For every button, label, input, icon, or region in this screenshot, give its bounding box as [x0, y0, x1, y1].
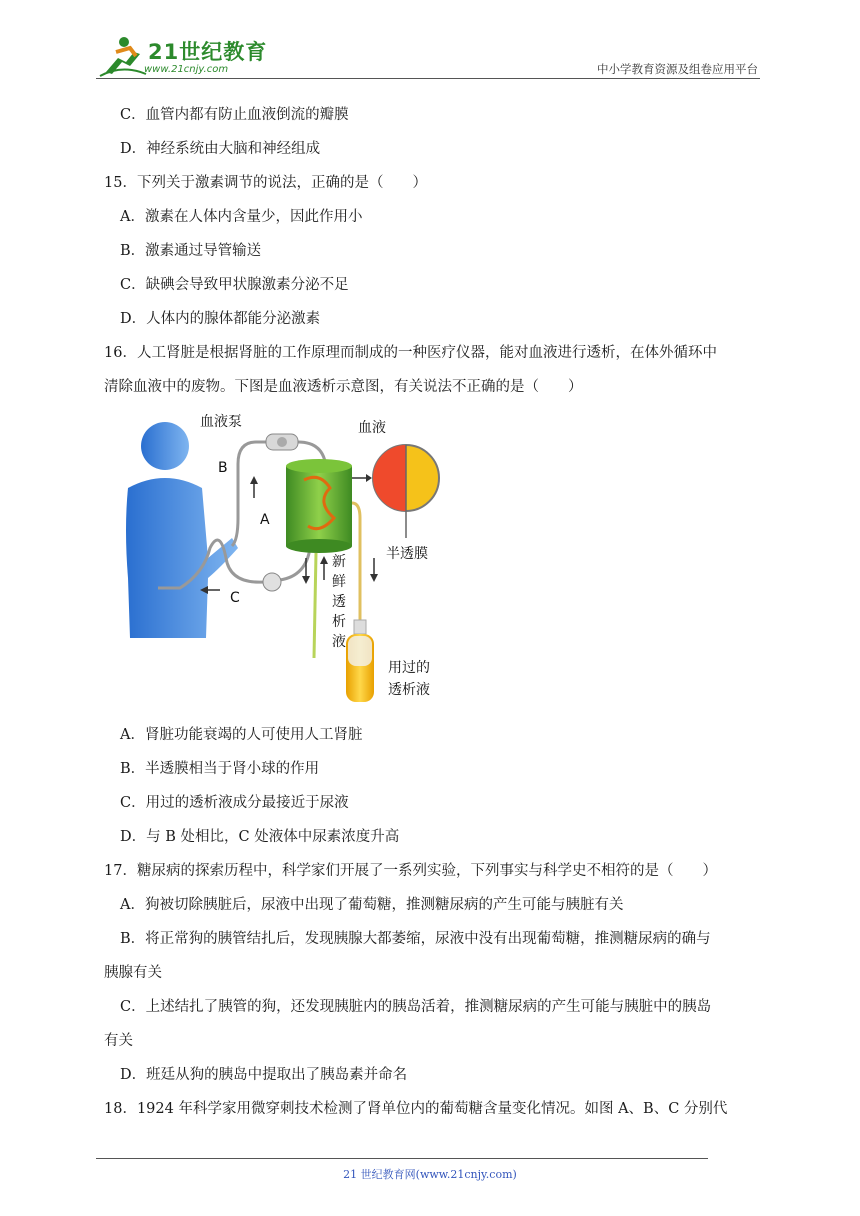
- q16-option-c: C．用过的透析液成分最接近于尿液: [120, 795, 349, 811]
- q15-stem: 15．下列关于激素调节的说法，正确的是（ ）: [104, 175, 427, 191]
- q17-option-a: A．狗被切除胰脏后，尿液中出现了葡萄糖，推测糖尿病的产生可能与胰脏有关: [120, 897, 624, 913]
- blood-membrane-circle-icon: [373, 445, 439, 538]
- blood-label: 血液: [358, 420, 386, 436]
- logo-text: 21世纪教育: [148, 40, 268, 64]
- header-divider: [96, 78, 760, 79]
- used-dialysate-tube: [352, 503, 360, 623]
- footer-text: 21 世纪教育网(www.21cnjy.com): [343, 1168, 517, 1181]
- dialyzer-cylinder-icon: [286, 459, 352, 553]
- fresh-label-3: 透: [332, 594, 346, 610]
- ball-valve-icon: [263, 573, 281, 591]
- q15-option-b: B．激素通过导管输送: [120, 243, 262, 259]
- q15-option-a: A．激素在人体内含量少，因此作用小: [120, 209, 363, 225]
- runner-logo-icon: [96, 34, 148, 78]
- q14-option-d: D．神经系统由大脑和神经组成: [120, 141, 321, 157]
- pump-label: 血液泵: [200, 414, 242, 430]
- fresh-dialysate-tube: [314, 553, 316, 658]
- q17-stem: 17．糖尿病的探索历程中，科学家们开展了一系列实验，下列事实与科学史不相符的是（ ）: [104, 863, 717, 879]
- fresh-label-1: 新: [332, 554, 346, 570]
- q17-option-c-line1: C．上述结扎了胰管的狗，还发现胰脏内的胰岛活着，推测糖尿病的产生可能与胰脏中的胰岛: [120, 999, 712, 1015]
- fresh-label-4: 析: [332, 614, 346, 630]
- used-dialysate-bottle-icon: [346, 620, 374, 702]
- fresh-label-5: 液: [332, 634, 346, 650]
- pump-icon: [266, 434, 298, 450]
- q16-stem-line1: 16．人工肾脏是根据肾脏的工作原理而制成的一种医疗仪器，能对血液进行透析，在体外循环中: [104, 345, 717, 361]
- dialysis-diagram: [120, 408, 450, 708]
- q16-option-b: B．半透膜相当于肾小球的作用: [120, 761, 320, 777]
- q16-option-d: D．与 B 处相比，C 处液体中尿素浓度升高: [120, 829, 400, 845]
- q15-option-c: C．缺碘会导致甲状腺激素分泌不足: [120, 277, 349, 293]
- page-header: [96, 28, 760, 80]
- logo-url: www.21cnjy.com: [144, 64, 229, 75]
- label-a: A: [260, 512, 270, 528]
- logo: [96, 34, 266, 78]
- q17-option-d: D．班廷从狗的胰岛中提取出了胰岛素并命名: [120, 1067, 408, 1083]
- human-figure-icon: [126, 422, 238, 638]
- platform-name: 中小学教育资源及组卷应用平台: [597, 62, 758, 76]
- tube-b: [232, 442, 270, 546]
- q17-option-b-line2: 胰腺有关: [104, 965, 162, 981]
- fresh-label-2: 鲜: [332, 574, 346, 590]
- q18-stem: 18．1924 年科学家用微穿刺技术检测了肾单位内的葡萄糖含量变化情况。如图 A、B、C 分别代: [104, 1101, 728, 1117]
- used-label-2: 透析液: [388, 682, 430, 698]
- q16-stem-line2: 清除血液中的废物。下图是血液透析示意图，有关说法不正确的是（ ）: [104, 379, 583, 395]
- q16-option-a: A．肾脏功能衰竭的人可使用人工肾脏: [120, 727, 363, 743]
- q15-option-d: D．人体内的腺体都能分泌激素: [120, 311, 321, 327]
- footer-divider: [96, 1158, 708, 1159]
- q17-option-b-line1: B．将正常狗的胰管结扎后，发现胰腺大都萎缩，尿液中没有出现葡萄糖，推测糖尿病的确与: [120, 931, 711, 947]
- q17-option-c-line2: 有关: [104, 1033, 133, 1049]
- q14-option-c: C．血管内都有防止血液倒流的瓣膜: [120, 107, 349, 123]
- used-label-1: 用过的: [388, 660, 430, 676]
- label-c: C: [230, 590, 240, 606]
- label-b: B: [218, 460, 228, 476]
- membrane-label: 半透膜: [386, 546, 428, 562]
